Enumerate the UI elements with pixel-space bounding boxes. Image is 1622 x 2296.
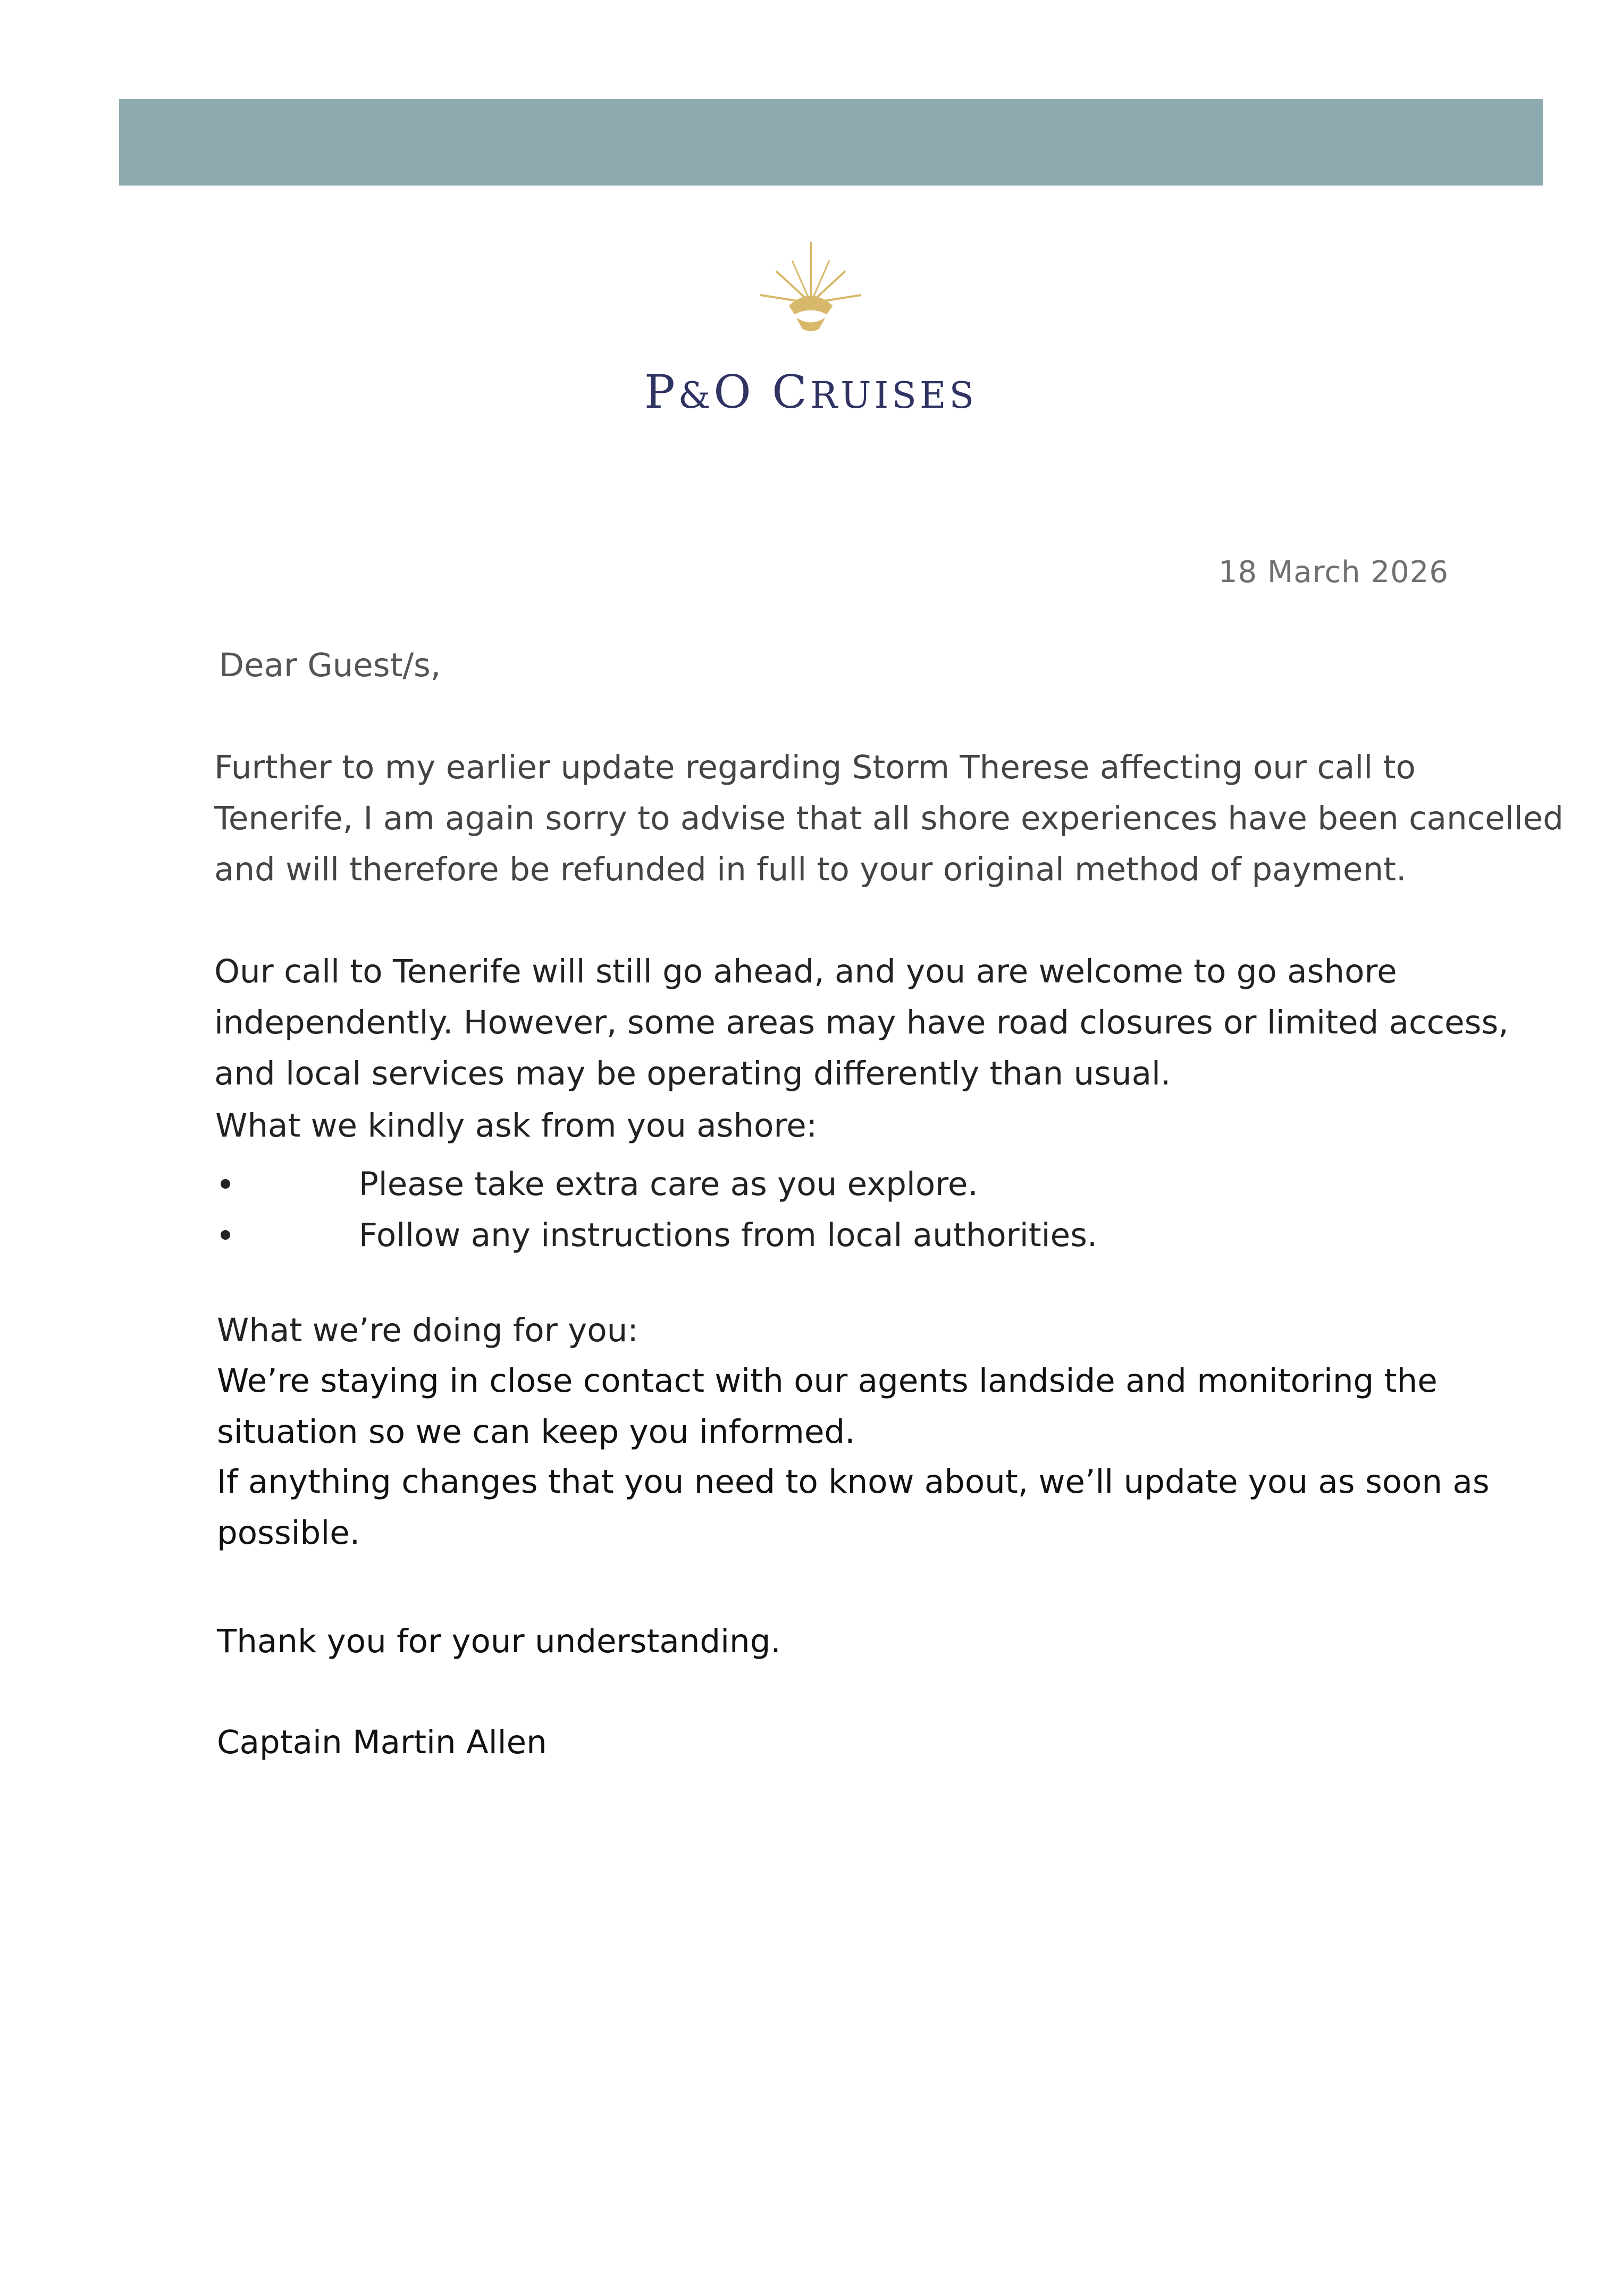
paragraph-line: Our call to Tenerife will still go ahead, and you are welcome to go ashore bbox=[214, 953, 1397, 990]
signature-name: Captain Martin Allen bbox=[217, 1723, 547, 1761]
salutation: Dear Guest/s, bbox=[219, 646, 441, 684]
paragraph-line: We’re staying in close contact with our agents landside and monitoring the bbox=[217, 1362, 1438, 1400]
paragraph-call-ahead bbox=[214, 946, 1509, 1099]
closing-thanks: Thank you for your understanding. bbox=[217, 1622, 781, 1660]
paragraph-line: Tenerife, I am again sorry to advise that all shore experiences have been cancelled bbox=[214, 800, 1564, 837]
bullet-icon bbox=[221, 1179, 230, 1189]
paragraph-line: independently. However, some areas may have road closures or limited access, bbox=[214, 1004, 1509, 1041]
paragraph-contact bbox=[217, 1356, 1438, 1458]
ask-list bbox=[215, 1159, 1097, 1261]
paragraph-line: possible. bbox=[217, 1514, 360, 1552]
brand-logo bbox=[627, 239, 994, 431]
sunburst-icon bbox=[739, 239, 883, 356]
letter-date: 18 March 2026 bbox=[1218, 555, 1449, 590]
paragraph-line: and will therefore be refunded in full to your original method of payment. bbox=[214, 851, 1407, 888]
paragraph-line: situation so we can keep you informed. bbox=[217, 1413, 855, 1451]
ask-heading: What we kindly ask from you ashore: bbox=[215, 1107, 818, 1145]
header-band bbox=[119, 99, 1543, 186]
paragraph-updates bbox=[217, 1457, 1490, 1559]
paragraph-cancellation bbox=[214, 742, 1564, 895]
list-item: Please take extra care as you explore. bbox=[215, 1159, 1097, 1210]
paragraph-line: Further to my earlier update regarding Storm Therese affecting our call to bbox=[214, 748, 1416, 786]
paragraph-line: and local services may be operating differently than usual. bbox=[214, 1055, 1171, 1092]
list-item: Follow any instructions from local authorities. bbox=[215, 1210, 1097, 1261]
brand-wordmark: P&O CRUISES bbox=[644, 366, 978, 419]
doing-heading: What we’re doing for you: bbox=[217, 1311, 638, 1349]
bullet-icon bbox=[221, 1230, 230, 1240]
paragraph-line: If anything changes that you need to know about, we’ll update you as soon as bbox=[217, 1463, 1490, 1501]
